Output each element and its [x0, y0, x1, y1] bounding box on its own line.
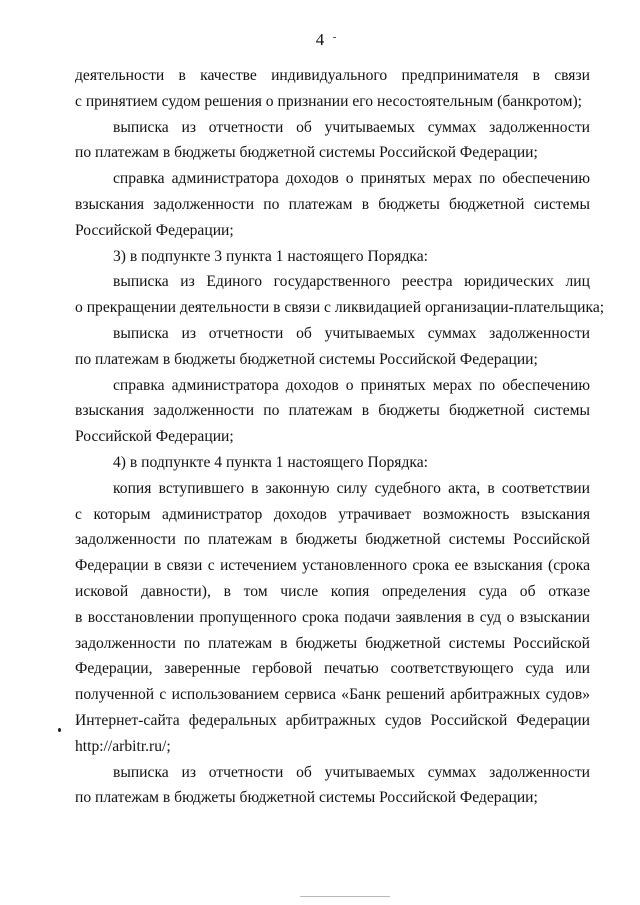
text-line: Российской Федерации; [75, 428, 234, 446]
document-body [75, 63, 605, 811]
scan-artifact-mark [333, 37, 336, 38]
text-line: взыскания задолженности по платежам в бюджеты бюджетной системы [75, 195, 590, 213]
text-line: http://arbitr.ru/; [75, 737, 171, 755]
text-line: Федерации в связи с истечением установленного срока ее взыскания (срока [75, 557, 590, 575]
text-line: 3) в подпункте 3 пункта 1 настоящего Порядка: [113, 247, 428, 265]
text-line: по платежам в бюджеты бюджетной системы Российской Федерации; [75, 350, 538, 368]
text-line: Российской Федерации; [75, 221, 234, 239]
text-line: выписка из отчетности об учитываемых суммах задолженности [113, 118, 590, 136]
text-line: Интернет-сайта федеральных арбитражных судов Российской Федерации [75, 711, 590, 729]
scan-artifact-bottom [300, 896, 390, 897]
page-number: 4 [315, 30, 325, 49]
text-line: выписка из отчетности об учитываемых суммах задолженности [113, 763, 590, 781]
text-line: выписка из Единого государственного реестра юридических лиц [113, 273, 590, 291]
text-line: полученной с использованием сервиса «Банк решений арбитражных судов» [75, 686, 590, 704]
text-line: деятельности в качестве индивидуального предпринимателя в связи [75, 67, 590, 84]
text-line: копия вступившего в законную силу судебного акта, в соответствии [113, 479, 590, 497]
text-line: выписка из отчетности об учитываемых суммах задолженности [113, 324, 590, 342]
text-line: взыскания задолженности по платежам в бюджеты бюджетной системы [75, 402, 590, 420]
text-line: Федерации, заверенные гербовой печатью соответствующего суда или [75, 660, 590, 678]
text-line: исковой давности), в том числе копия определения суда об отказе [75, 582, 590, 600]
text-line: 4) в подпункте 4 пункта 1 настоящего Порядка: [113, 453, 428, 471]
text-line: справка администратора доходов о принятых мерах по обеспечению [113, 376, 590, 394]
scan-artifact-dot [58, 728, 61, 732]
text-line: задолженности по платежам в бюджеты бюджетной системы Российской [75, 634, 590, 652]
text-line: о прекращении деятельности в связи с ликвидацией организации-плательщика; [75, 299, 605, 317]
text-line: по платежам в бюджеты бюджетной системы Российской Федерации; [75, 144, 538, 162]
text-line: задолженности по платежам в бюджеты бюджетной системы Российской [75, 531, 590, 549]
text-line: справка администратора доходов о принятых мерах по обеспечению [113, 170, 590, 188]
text-line: с которым администратор доходов утрачивает возможность взыскания [75, 505, 590, 523]
text-line: с принятием судом решения о признании его несостоятельным (банкротом); [75, 92, 583, 110]
text-line: в восстановлении пропущенного срока подачи заявления в суд о взыскании [75, 608, 590, 626]
text-line: по платежам в бюджеты бюджетной системы Российской Федерации; [75, 789, 538, 807]
